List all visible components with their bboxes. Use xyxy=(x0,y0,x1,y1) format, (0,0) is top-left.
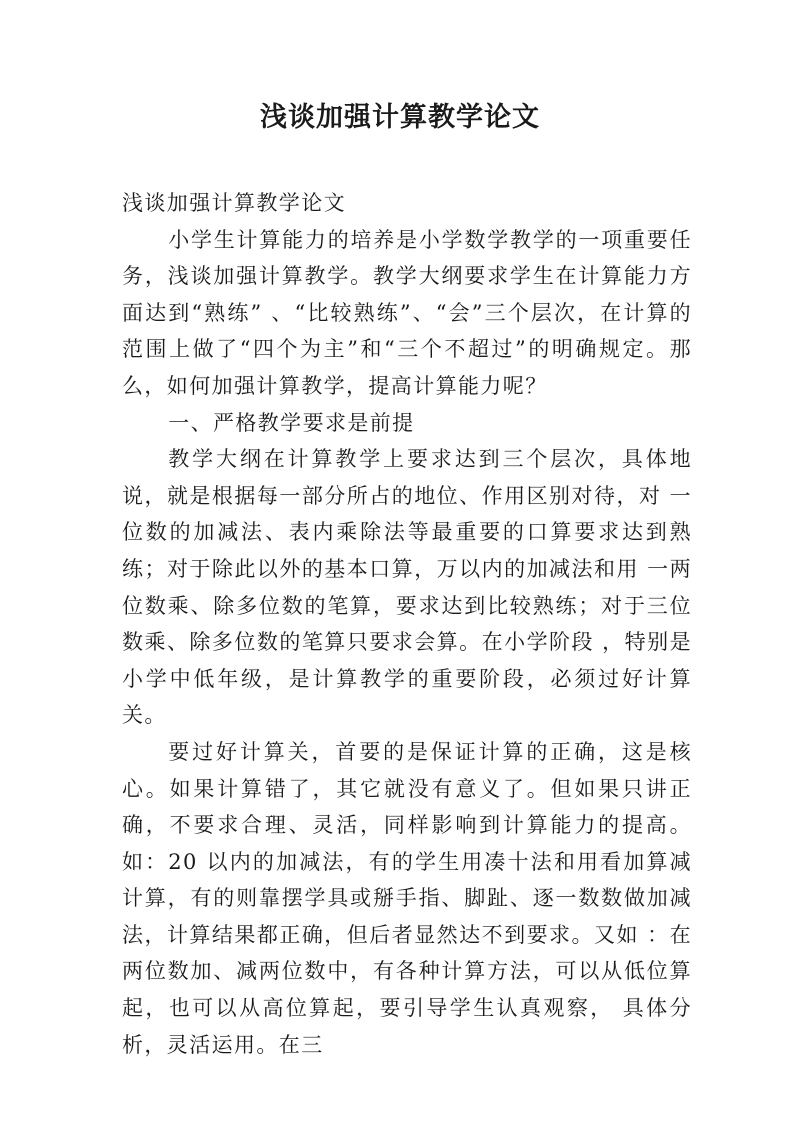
document-subtitle-line: 浅谈加强计算教学论文 xyxy=(122,191,346,215)
document-title: 浅谈加强计算教学论文 xyxy=(260,102,540,133)
paragraph-accuracy: 要过好计算关，首要的是保证计算的正确，这是核心。如果计算错了，其它就没有意义了。但如果只讲正 确，不要求合理、灵活，同样影响到计算能力的提高。如：20 以内的加减法，有的学生用凑十法和用看加算减 计算，有的则靠摆学具或掰手指、脚趾、逐一数数做加减法，计算结果都正确，但后者显然达不到要求。又如 ：在两位数加、减两位数中，有各种计算方法，可以从低位算起，也可以从高位算起，要引导学生认真观察， 具体分析，灵活运用。在三 xyxy=(122,739,692,1057)
document-body xyxy=(122,185,692,1063)
paragraph-requirements: 教学大纲在计算教学上要求达到三个层次，具体地说，就是根据每一部分所占的地位、作用区别对待，对 一位数的加减法、表内乘除法等最重要的口算要求达到熟练；对于除此以外的基本口算，万以内的加减法和用 一两位数乘、除多位数的笔算，要求达到比较熟练；对于三位数乘、除多位数的笔算只要求会算。在小学阶段 ，特别是小学中低年级，是计算教学的重要阶段，必须过好计算关。 xyxy=(122,447,692,728)
section-heading: 一、严格教学要求是前提 xyxy=(168,410,415,435)
paragraph-intro: 小学生计算能力的培养是小学数学教学的一项重要任务，浅谈加强计算教学。教学大纲要求学生在计算能力方面达到“熟练” 、“比较熟练”、“会”三个层次，在计算的范围上做了“四个为主”和“三个不超过”的明确规定。那么，如何加强计算教学，提高计算能力呢？ xyxy=(122,227,692,398)
